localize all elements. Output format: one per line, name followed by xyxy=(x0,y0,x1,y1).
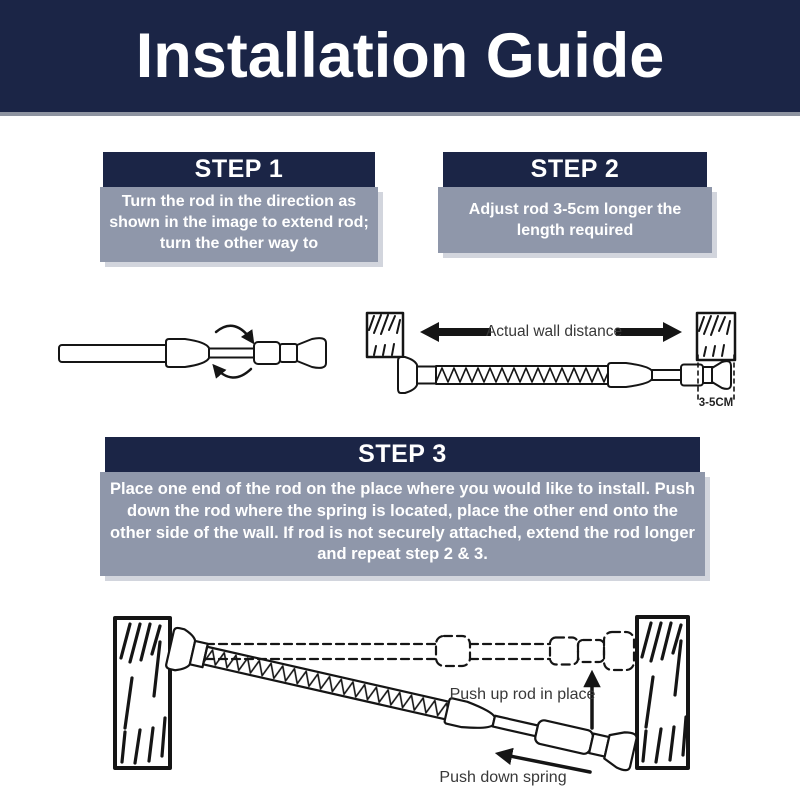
rod-end-connector xyxy=(254,338,326,368)
rod-taper-connector xyxy=(166,339,209,367)
right-wall-block xyxy=(637,617,688,768)
step-1-block xyxy=(100,152,378,262)
rod-rotation-diagram xyxy=(40,313,360,405)
step-3-text: Place one end of the rod on the place where you would like to install. Push down the rod where the spring is located, place the other end onto the other side of the wall. If rod is not securely attached, extend the rod longer and repeat step 2 & 3. xyxy=(100,472,705,576)
step-1-text: Turn the rod in the direction as shown in the image to extend rod; turn the other way to xyxy=(100,187,378,262)
step-2-heading: STEP 2 xyxy=(443,152,707,187)
installation-diagram xyxy=(100,600,700,800)
wall-distance-label: Actual wall distance xyxy=(485,323,623,340)
tension-rod-drawing xyxy=(398,357,731,393)
spring-section xyxy=(436,366,610,384)
rod-inner-tube xyxy=(209,349,255,358)
step-1-heading: STEP 1 xyxy=(103,152,375,187)
installation-drawing xyxy=(100,600,700,800)
header-banner xyxy=(0,0,800,116)
rod-outer-tube xyxy=(59,345,168,362)
step-3-heading: STEP 3 xyxy=(105,437,700,472)
step-3-block xyxy=(100,437,705,576)
left-wall-block xyxy=(367,313,403,357)
push-up-label: Push up rod in place xyxy=(449,686,596,703)
extra-length-label: 3-5CM xyxy=(698,397,734,409)
right-wall-block xyxy=(697,313,735,360)
page-title: Installation Guide xyxy=(135,21,665,91)
step-2-block xyxy=(438,152,712,253)
rod-rotation-drawing xyxy=(40,313,360,405)
step-2-text: Adjust rod 3-5cm longer the length required xyxy=(438,187,712,253)
left-wall-block xyxy=(115,618,170,768)
spring-section xyxy=(203,647,451,720)
wall-distance-diagram xyxy=(360,300,800,418)
push-down-label: Push down spring xyxy=(439,769,567,786)
